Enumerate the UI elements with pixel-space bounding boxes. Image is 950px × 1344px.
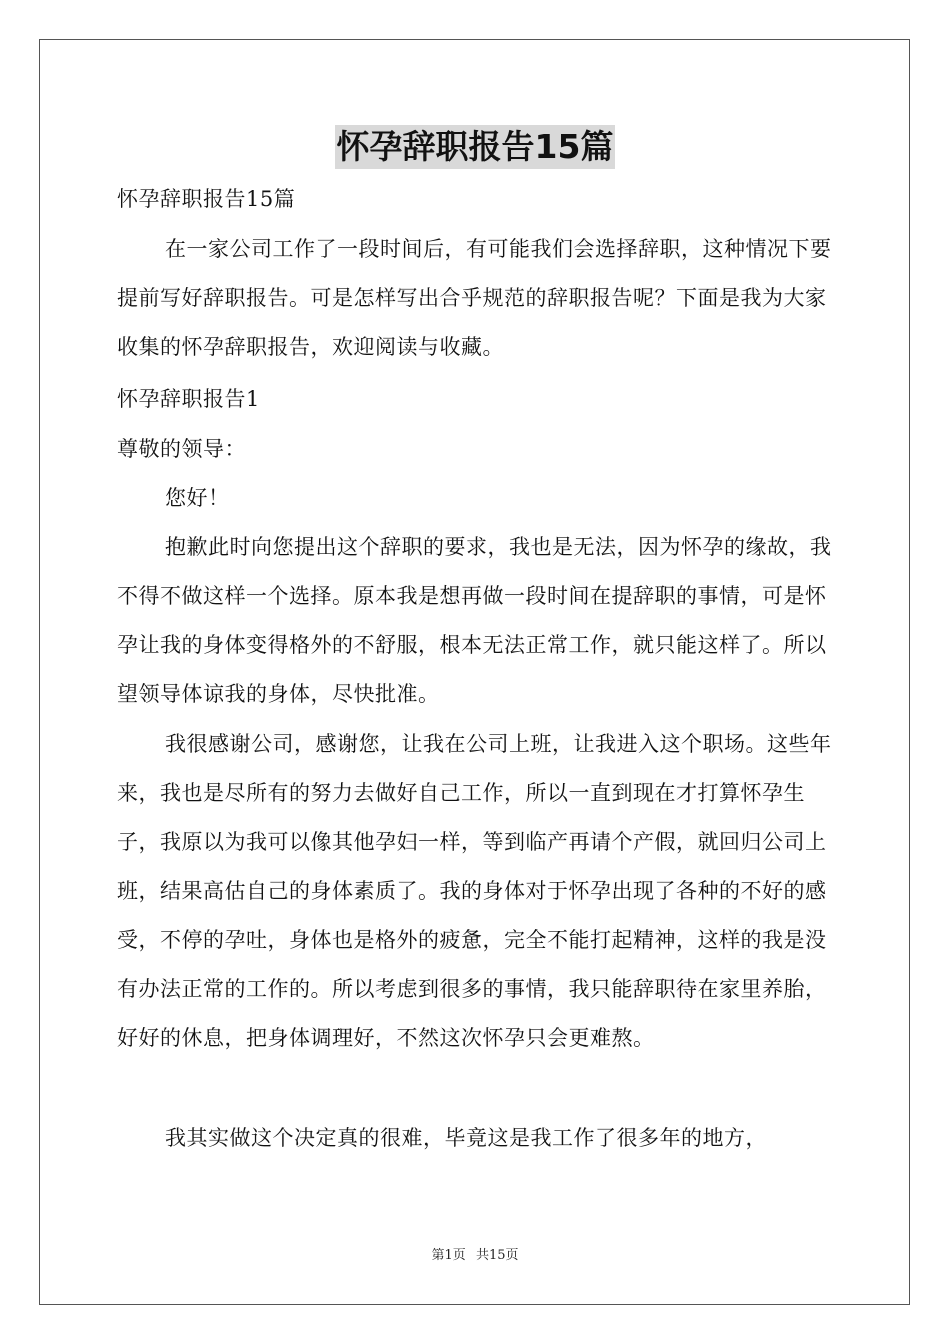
document-title: 怀孕辞职报告15篇: [335, 125, 616, 169]
greeting: 您好！: [165, 486, 230, 510]
page-footer: [0, 1244, 950, 1263]
subtitle-text: 怀孕辞职报告15篇: [117, 187, 296, 211]
paragraph-1-block: [117, 523, 833, 719]
section-heading: 怀孕辞职报告1: [117, 387, 260, 411]
body-paragraph: 我很感谢公司，感谢您，让我在公司上班，让我进入这个职场。这些年来，我也是尽所有的努力去做好自己工作，所以一直到现在才打算怀孕生子，我原以为我可以像其他孕妇一样，等到临产再请个产假，就回归公司上班，结果高估自己的身体素质了。我的身体对于怀孕出现了各种的不好的感受，不停的孕吐，身体也是格外的疲惫，完全不能打起精神，这样的我是没有办法正常的工作的。所以考虑到很多的事情，我只能辞职待在家里养胎，好好的休息，把身体调理好，不然这次怀孕只会更难熬。: [117, 732, 832, 1050]
section-heading-block: [117, 375, 833, 424]
title-wrap: [117, 125, 833, 169]
page-total: 共15页: [475, 1248, 519, 1263]
body-paragraph: 我其实做这个决定真的很难，毕竟这是我工作了很多年的地方，: [165, 1126, 767, 1150]
intro-block: [117, 225, 833, 372]
body-paragraph: 抱歉此时向您提出这个辞职的要求，我也是无法，因为怀孕的缘故，我不得不做这样一个选择。原本我是想再做一段时间在提辞职的事情，可是怀孕让我的身体变得格外的不舒服，根本无法正常工作，就只能这样了。所以望领导体谅我的身体，尽快批准。: [117, 535, 832, 706]
salutation-block: [117, 425, 833, 474]
paragraph-2-block: [117, 720, 833, 1063]
salutation: 尊敬的领导：: [117, 437, 246, 461]
page-number: 第1页: [431, 1248, 466, 1263]
document-subtitle: [117, 175, 833, 224]
paragraph-3-block: [117, 1114, 833, 1163]
greeting-block: [117, 474, 833, 523]
intro-paragraph: 在一家公司工作了一段时间后，有可能我们会选择辞职，这种情况下要提前写好辞职报告。可是怎样写出合乎规范的辞职报告呢？下面是我为大家收集的怀孕辞职报告，欢迎阅读与收藏。: [117, 237, 832, 359]
